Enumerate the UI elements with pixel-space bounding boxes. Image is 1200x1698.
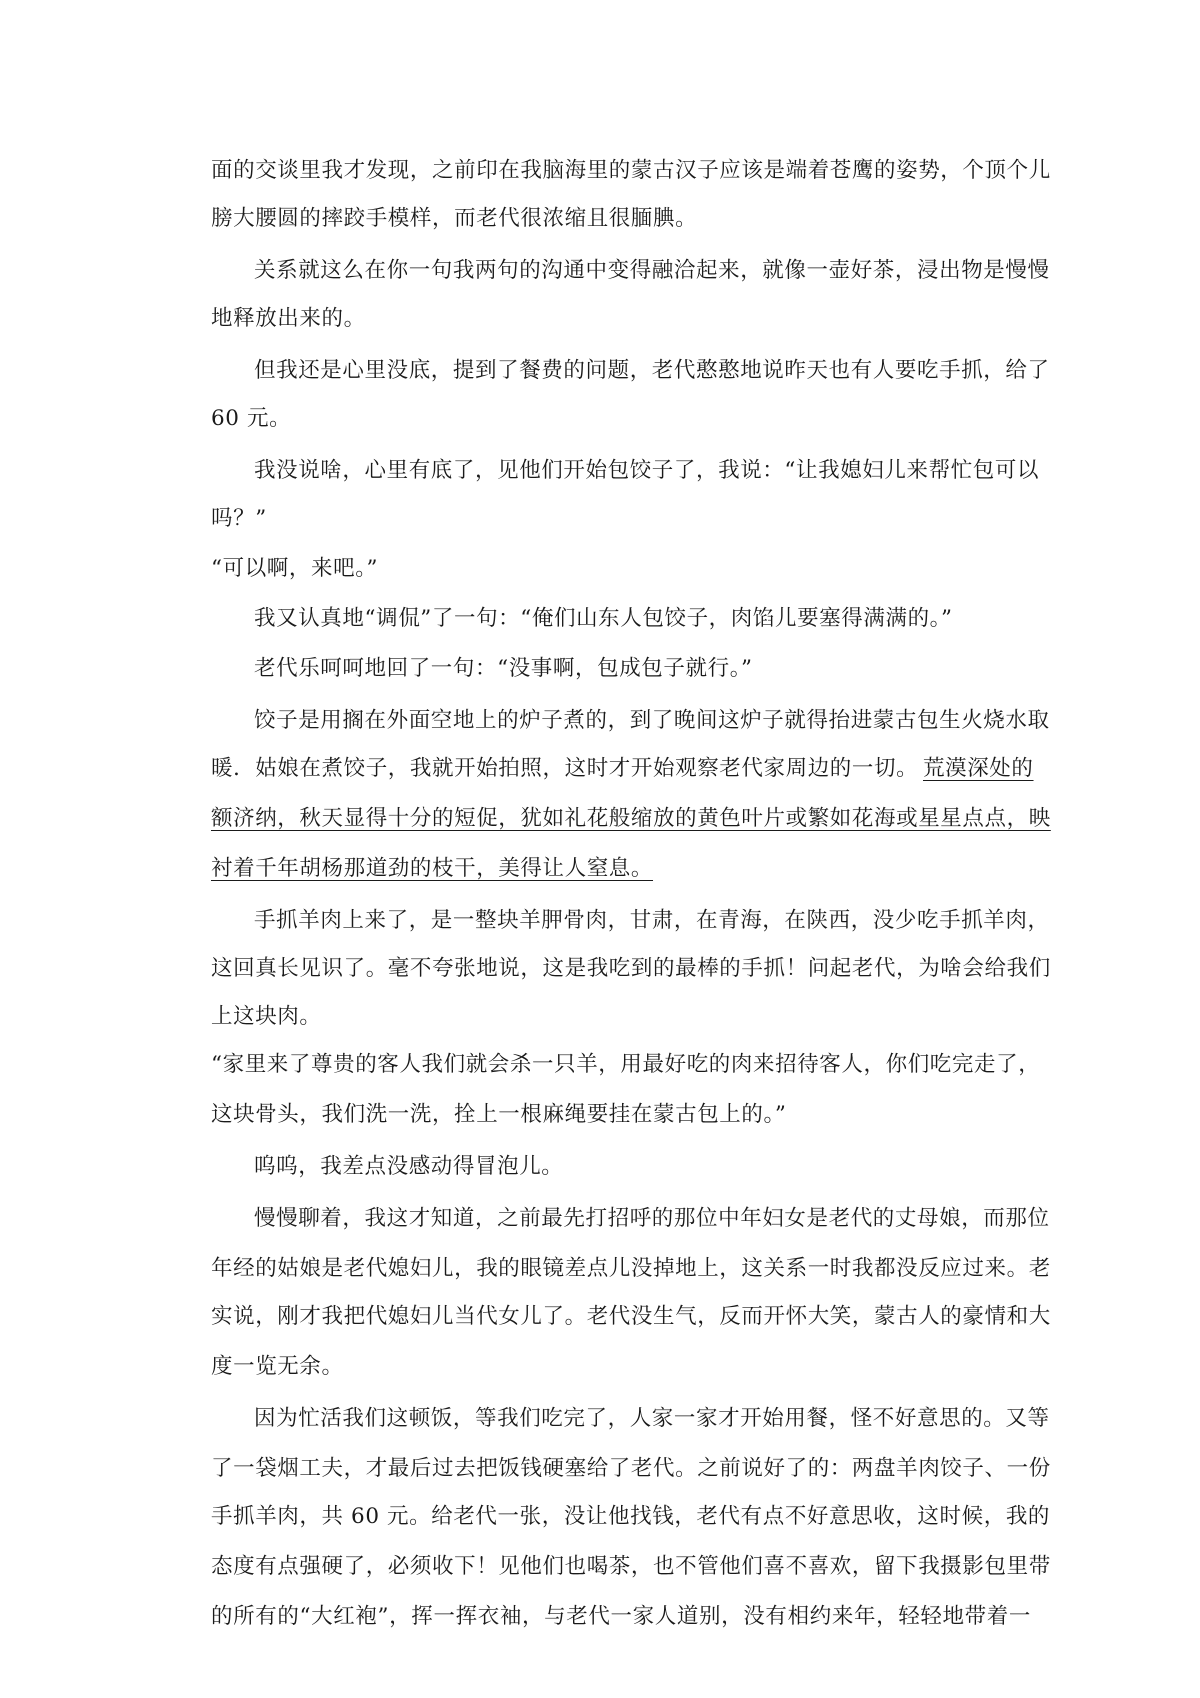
text-line: 慢慢聊着，我这才知道，之前最先打招呼的那位中年妇女是老代的丈母娘，而那位 (254, 1206, 1050, 1231)
text-line: “家里来了尊贵的客人我们就会杀一只羊，用最好吃的肉来招待客人，你们吃完走了， (211, 1052, 1041, 1077)
underlined-text-line (211, 854, 1031, 884)
text-line: “可以啊，来吧。” (211, 556, 379, 581)
text-line: 了一袋烟工夫，才最后过去把饭钱硬塞给了老代。之前说好了的：两盘羊肉饺子、一份 (211, 1456, 1051, 1481)
text-line: 但我还是心里没底，提到了餐费的问题，老代憨憨地说昨天也有人要吃手抓，给了 (254, 358, 1050, 383)
text-line (211, 754, 1034, 784)
text-line: 关系就这么在你一句我两句的沟通中变得融洽起来，就像一壶好茶，浸出物是慢慢 (254, 258, 1050, 283)
text-line: 60 元。 (211, 406, 292, 431)
text-segment: 暖．姑娘在煮饺子，我就开始拍照，这时才开始观察老代家周边的一切。 (211, 756, 919, 781)
text-line: 态度有点强硬了，必须收下！见他们也喝茶，也不管他们喜不喜欢，留下我摄影包里带 (211, 1554, 1051, 1579)
underlined-text: 衬着千年胡杨那道劲的枝干，美得让人窒息。 (211, 856, 654, 881)
text-line: 面的交谈里我才发现，之前印在我脑海里的蒙古汉子应该是端着苍鹰的姿势，个顶个儿 (211, 158, 1051, 183)
text-line: 饺子是用搁在外面空地上的炉子煮的，到了晚间这炉子就得抬进蒙古包生火烧水取 (254, 708, 1050, 733)
underlined-text-line: 额济纳，秋天显得十分的短促，犹如礼花般缩放的黄色叶片或繁如花海或星星点点，映 (211, 806, 1051, 831)
text-line: 我又认真地“调侃”了一句：“俺们山东人包饺子，肉馅儿要塞得满满的。” (254, 606, 953, 631)
text-line: 年经的姑娘是老代媳妇儿，我的眼镜差点儿没掉地上，这关系一时我都没反应过来。老 (211, 1256, 1051, 1281)
text-line: 手抓羊肉，共 60 元。给老代一张，没让他找钱，老代有点不好意思收，这时候，我的 (211, 1504, 1051, 1529)
text-line: 吗？” (211, 506, 267, 531)
text-line: 的所有的“大红袍”，挥一挥衣袖，与老代一家人道别，没有相约来年，轻轻地带着一 (211, 1604, 1031, 1629)
text-line: 这回真长见识了。毫不夸张地说，这是我吃到的最棒的手抓！问起老代，为啥会给我们 (211, 956, 1051, 981)
text-line: 膀大腰圆的摔跤手模样，而老代很浓缩且很腼腆。 (211, 206, 698, 231)
text-line: 呜呜，我差点没感动得冒泡儿。 (254, 1154, 564, 1179)
text-line: 实说，刚才我把代媳妇儿当代女儿了。老代没生气，反而开怀大笑，蒙古人的豪情和大 (211, 1304, 1051, 1329)
text-line: 因为忙活我们这顿饭，等我们吃完了，人家一家才开始用餐，怪不好意思的。又等 (254, 1406, 1050, 1431)
underlined-text: 荒漠深处的 (923, 756, 1034, 781)
text-line: 这块骨头，我们洗一洗，拴上一根麻绳要挂在蒙古包上的。” (211, 1102, 787, 1127)
text-line: 地释放出来的。 (211, 306, 366, 331)
text-line: 我没说啥，心里有底了，见他们开始包饺子了，我说：“让我媳妇儿来帮忙包可以 (254, 458, 1040, 483)
text-line: 手抓羊肉上来了，是一整块羊胛骨肉，甘肃，在青海，在陕西，没少吃手抓羊肉， (254, 908, 1050, 933)
text-line: 上这块肉。 (211, 1004, 322, 1029)
text-line: 老代乐呵呵地回了一句：“没事啊，包成包子就行。” (254, 656, 753, 681)
text-line: 度一览无余。 (211, 1354, 344, 1379)
